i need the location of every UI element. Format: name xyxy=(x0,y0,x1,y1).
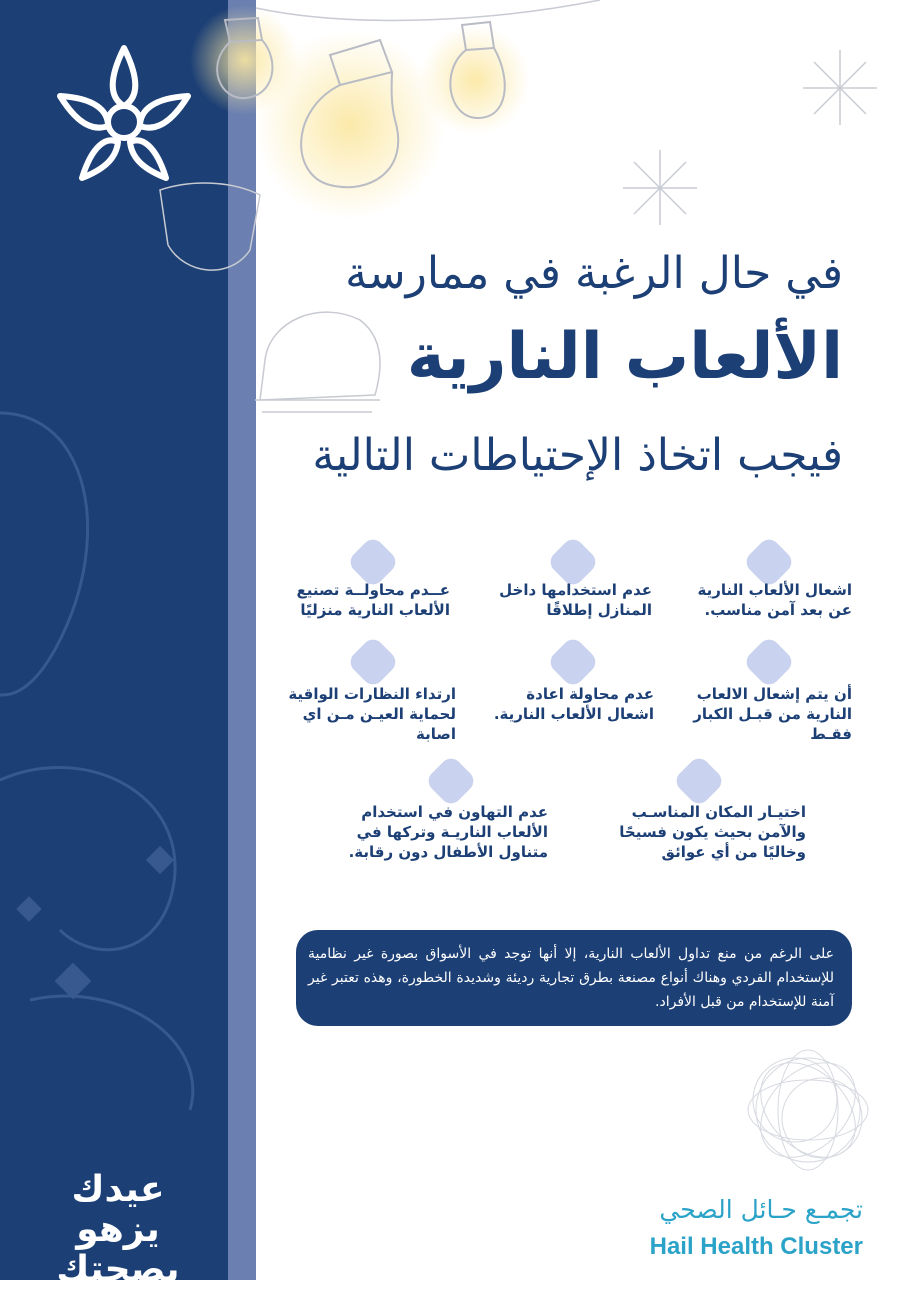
precaution-item: عدم التهاون في استخدام الألعاب الناريـة وتركها في متناول الأطفال دون رقابة. xyxy=(348,803,548,861)
precaution-item: اشعال الألعاب النارية عن بعد آمن مناسب. xyxy=(697,581,852,619)
notice-box xyxy=(296,930,852,1026)
precaution-item: عدم محاولة اعادة اشعال الألعاب النارية. xyxy=(493,685,654,723)
brand-english: Hail Health Cluster xyxy=(649,1233,863,1260)
precaution-item: ارتداء النظارات الواقية لحماية العيـن مـن اي اصابة xyxy=(288,685,456,743)
slogan xyxy=(28,1170,208,1290)
slogan-line-2: بصحتك xyxy=(56,1249,180,1290)
precaution-item: عدم استخدامها داخل المنازل إطلاقًا xyxy=(499,581,652,619)
heading-line-3: فيجب اتخاذ الإحتياطات التالية xyxy=(312,430,843,481)
heading-line-2: الألعاب النارية xyxy=(406,320,843,394)
precaution-item: اختيـار المكان المناسـب والآمن بحيث يكون فسيحًا وخاليًا من أي عوائق xyxy=(619,803,806,861)
notice-text: على الرغم من منع تداول الألعاب النارية، إلا أنها توجد في الأسواق بصورة غير نظامية للإستخدام الفردي وهناك أنواع مصنعة بطرق تجارية رديئة وشديدة الخطورة، وهذه تعتبر غير آمنة للإستخدام من قبل الأفراد. xyxy=(308,946,834,1010)
brand-arabic: تجمـع حـائل الصحي xyxy=(659,1195,863,1224)
precaution-item: أن يتم إشعال الالعاب النارية من قبـل الكبار فقـط xyxy=(693,685,852,743)
star-logo-icon xyxy=(48,40,200,192)
slogan-line-1: عيدك يزهو xyxy=(71,1169,165,1250)
precaution-item: عــدم محاولــة تصنيع الألعاب النارية منزليًا xyxy=(296,581,450,619)
heading-line-1: في حال الرغبة في ممارسة xyxy=(345,248,843,299)
